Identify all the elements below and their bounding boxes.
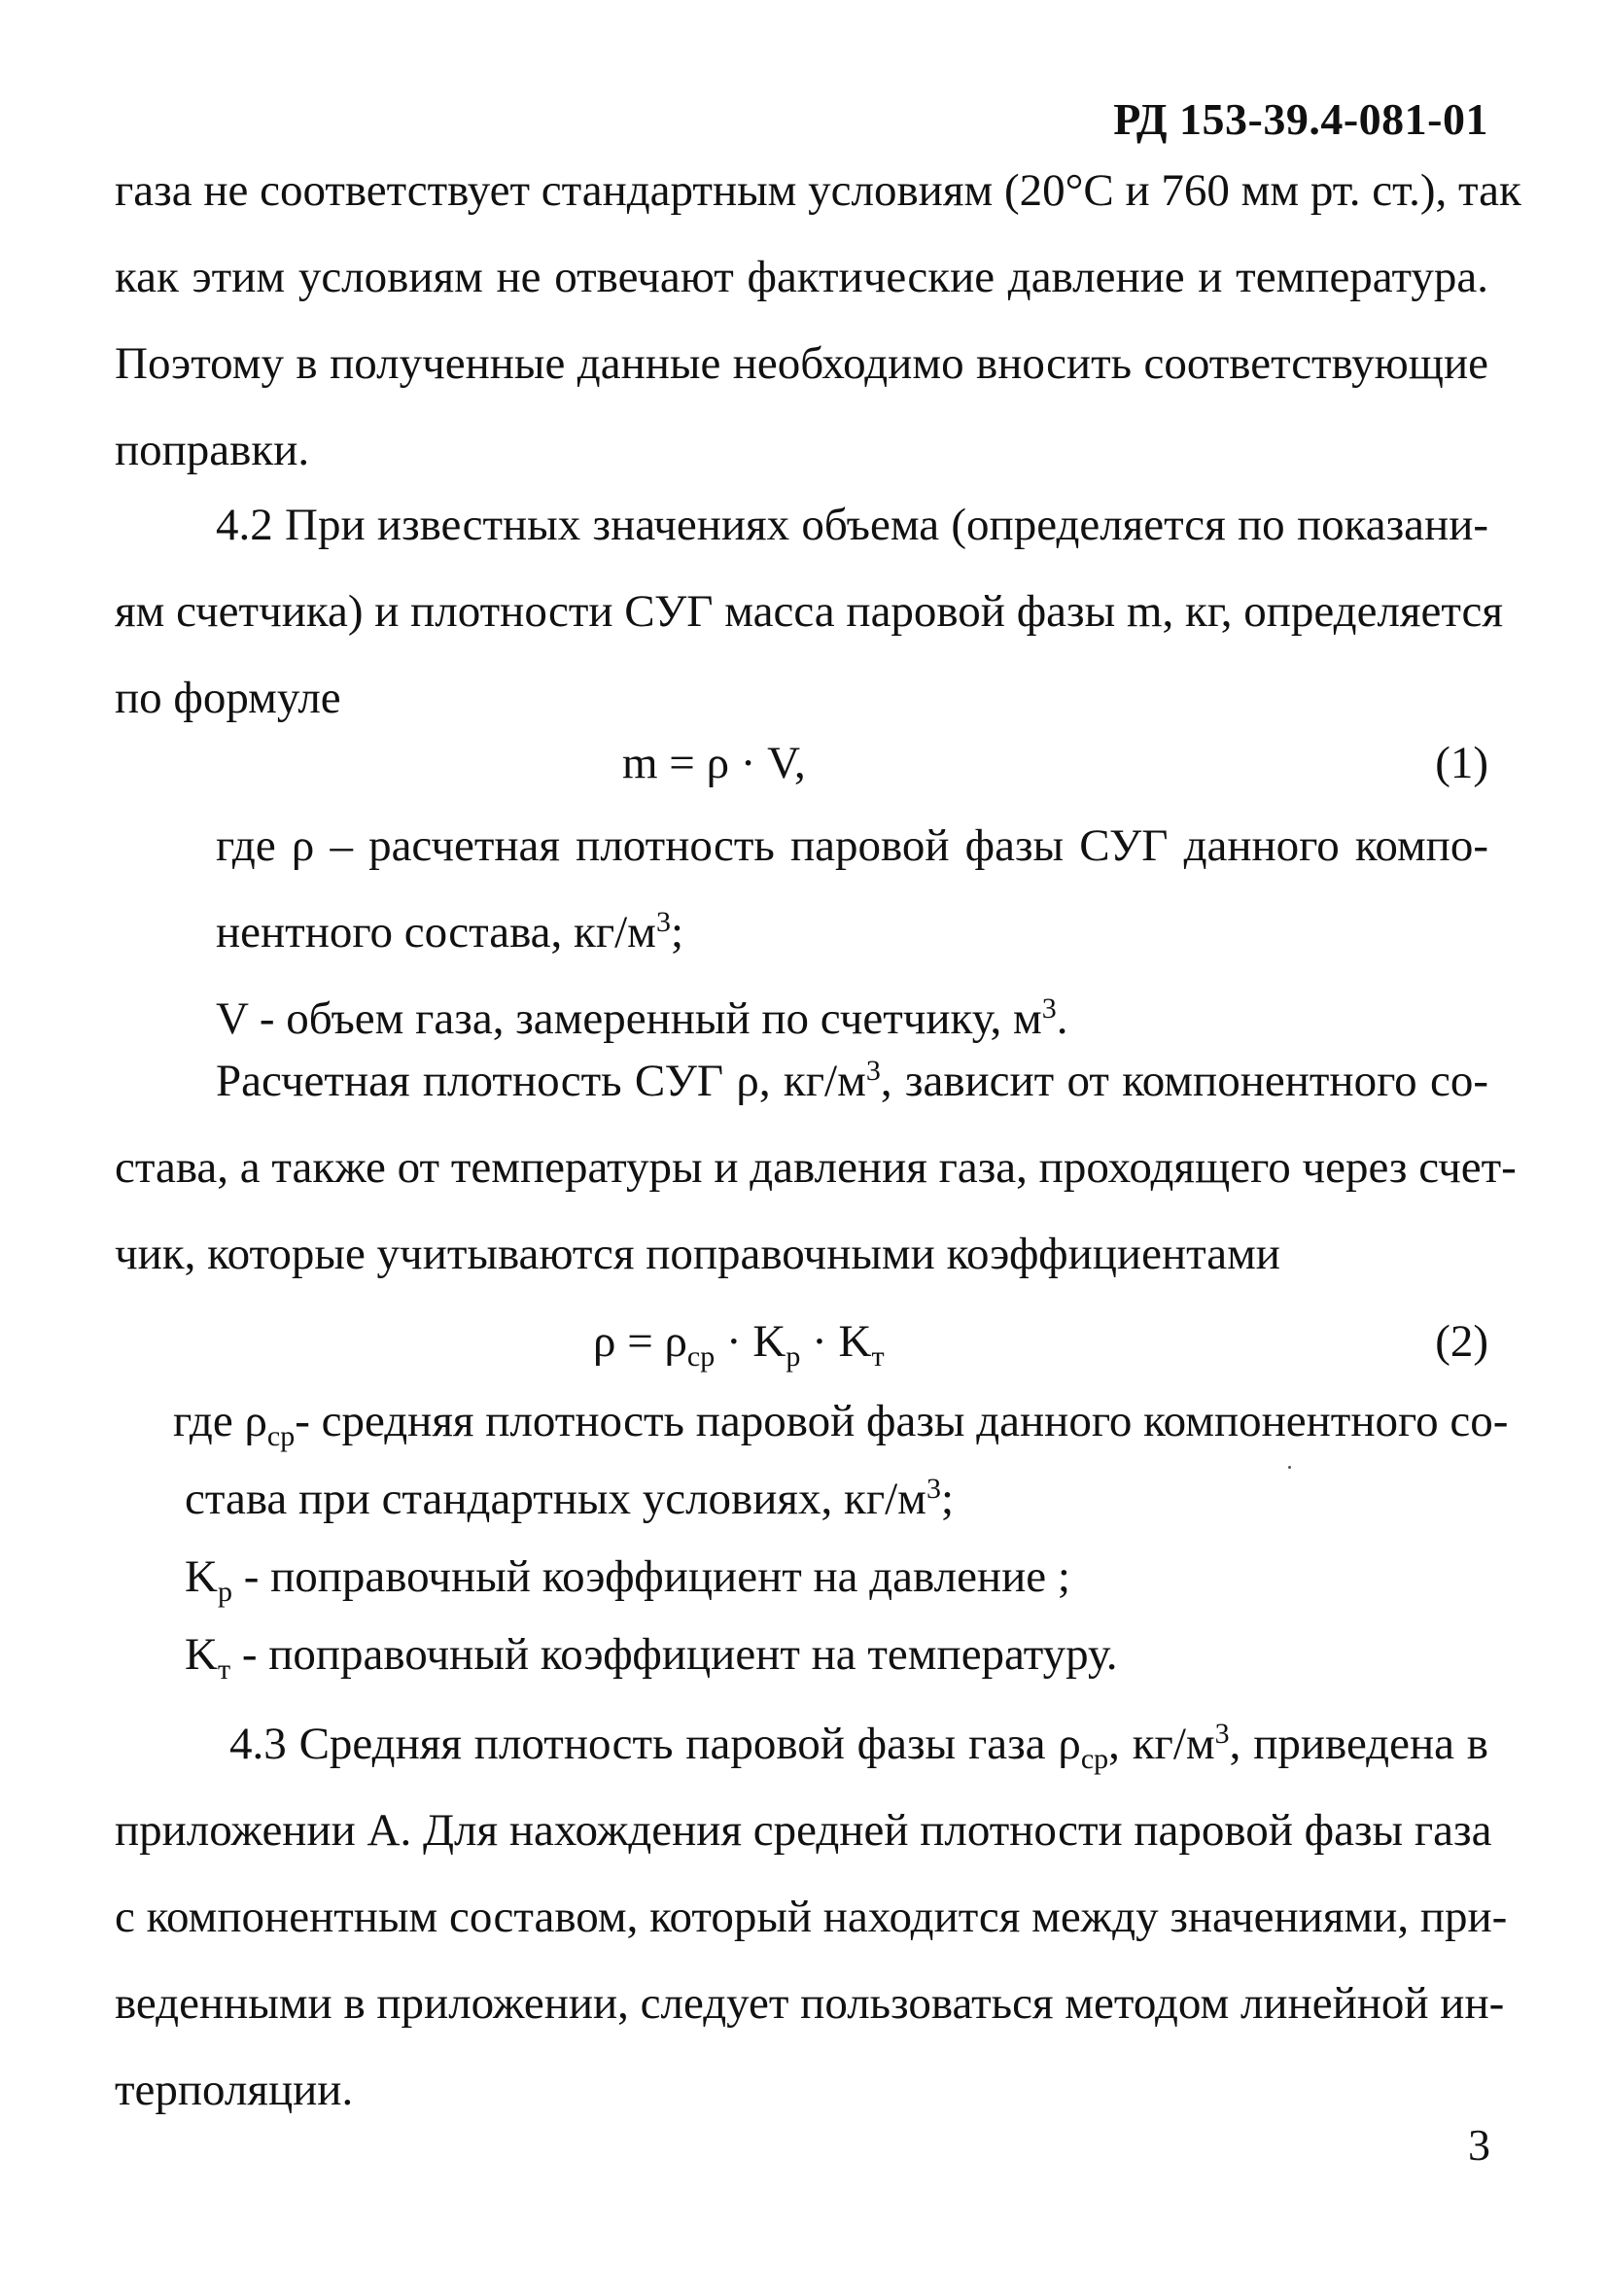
paragraph-3 xyxy=(115,1125,1517,1298)
paragraph-line: става, а также от температуры и давления газа, проходящего через счет- xyxy=(115,1142,1517,1193)
subscript: т xyxy=(217,1653,231,1686)
subscript: р xyxy=(786,1340,801,1373)
superscript: 3 xyxy=(1214,1718,1230,1750)
superscript: 3 xyxy=(926,1473,941,1505)
paragraph-line: по формуле xyxy=(115,673,341,723)
definition-rho xyxy=(216,803,1488,1062)
paragraph-line: поправки. xyxy=(115,425,310,475)
formula-1 xyxy=(0,729,1607,797)
subscript: т xyxy=(871,1340,885,1373)
formula-part: ρ = ρ xyxy=(593,1316,687,1367)
subscript: р xyxy=(217,1576,232,1608)
paragraph-3-first xyxy=(216,1038,1488,1125)
paragraph-line: приложении А. Для нахождения средней плотности паровой фазы газа xyxy=(115,1805,1492,1856)
paragraph-text: , кг/м xyxy=(1108,1719,1215,1769)
definition-line: где ρ – расчетная плотность паровой фазы СУГ данного компо- xyxy=(216,820,1488,871)
paragraph-line: газа не соответствует стандартным условиям (20°С и 760 мм рт. ст.), так xyxy=(115,165,1521,216)
paragraph-text: Расчетная плотность СУГ ρ, кг/м xyxy=(216,1056,866,1106)
paragraph-line: как этим условиям не отвечают фактические давление и температура. xyxy=(115,252,1488,302)
formula-part: · K xyxy=(800,1316,872,1367)
definition-line xyxy=(185,1534,1488,1620)
definition-rho-cp xyxy=(173,1378,1509,1465)
formula-expression xyxy=(593,1307,885,1375)
formula-number: (2) xyxy=(1435,1316,1488,1367)
definition-kp xyxy=(185,1534,1488,1620)
paragraph-text: , приведена в xyxy=(1229,1719,1488,1769)
definition-line xyxy=(185,1456,1488,1543)
definition-text: - средняя плотность паровой фазы данного компонентного со- xyxy=(295,1396,1509,1446)
superscript: 3 xyxy=(655,906,671,938)
paragraph-2 xyxy=(115,569,1503,742)
paragraph-text: , зависит от компонентного со- xyxy=(880,1056,1488,1106)
subscript: ср xyxy=(686,1340,716,1373)
subscript: ср xyxy=(1080,1743,1109,1775)
scan-speck xyxy=(1288,1466,1291,1469)
superscript: 3 xyxy=(1041,992,1057,1025)
definition-text: ; xyxy=(940,1474,954,1524)
definition-rho-cp-cont xyxy=(185,1456,1488,1543)
definition-text: става при стандартных условиях, кг/м xyxy=(185,1474,926,1524)
definition-text: ; xyxy=(670,907,683,957)
definition-line xyxy=(216,889,1488,976)
definition-text: где ρ xyxy=(173,1396,267,1446)
paragraph-line: чик, которые учитываются поправочными коэффициентами xyxy=(115,1229,1280,1279)
paragraph-line: 4.2 При известных значениях объема (определяется по показани- xyxy=(216,500,1488,550)
definition-text: V - объем газа, замеренный по счетчику, м xyxy=(216,993,1042,1044)
paragraph-4 xyxy=(115,1788,1508,2134)
paragraph-line: с компонентным составом, который находится между значениями, при- xyxy=(115,1892,1508,1942)
definition-text: - поправочный коэффициент на температуру. xyxy=(230,1629,1118,1680)
paragraph-line: веденными в приложении, следует пользоваться методом линейной ин- xyxy=(115,1978,1505,2029)
definition-line xyxy=(185,1612,1488,1698)
paragraph-text: 4.3 Средняя плотность паровой фазы газа ρ xyxy=(229,1719,1081,1769)
definition-text: K xyxy=(185,1551,218,1602)
definition-text: . xyxy=(1056,993,1068,1044)
definition-text: - поправочный коэффициент на давление ; xyxy=(231,1551,1070,1602)
formula-expression: m = ρ · V, xyxy=(622,738,806,788)
paragraph-line: терполяции. xyxy=(115,2065,354,2115)
paragraph-line: ям счетчика) и плотности СУГ масса паровой фазы m, кг, определяется xyxy=(115,586,1503,637)
page-number: 3 xyxy=(1468,2120,1490,2170)
paragraph-2-first xyxy=(216,482,1488,569)
paragraph-4-first xyxy=(229,1701,1488,1788)
document-code: РД 153-39.4-081-01 xyxy=(1113,94,1488,144)
definition-kt xyxy=(185,1612,1488,1698)
definition-line xyxy=(173,1378,1509,1465)
definition-text: нентного состава, кг/м xyxy=(216,907,656,957)
paragraph-line xyxy=(229,1701,1488,1788)
paragraph-line: Поэтому в полученные данные необходимо вносить соответствующие xyxy=(115,338,1488,389)
superscript: 3 xyxy=(865,1055,881,1087)
paragraph-line xyxy=(216,1038,1488,1125)
formula-number: (1) xyxy=(1435,738,1488,788)
definition-text: K xyxy=(185,1629,218,1680)
paragraph-1 xyxy=(115,148,1521,494)
formula-2 xyxy=(0,1307,1607,1375)
subscript: ср xyxy=(266,1420,296,1452)
formula-part: · K xyxy=(715,1316,786,1367)
